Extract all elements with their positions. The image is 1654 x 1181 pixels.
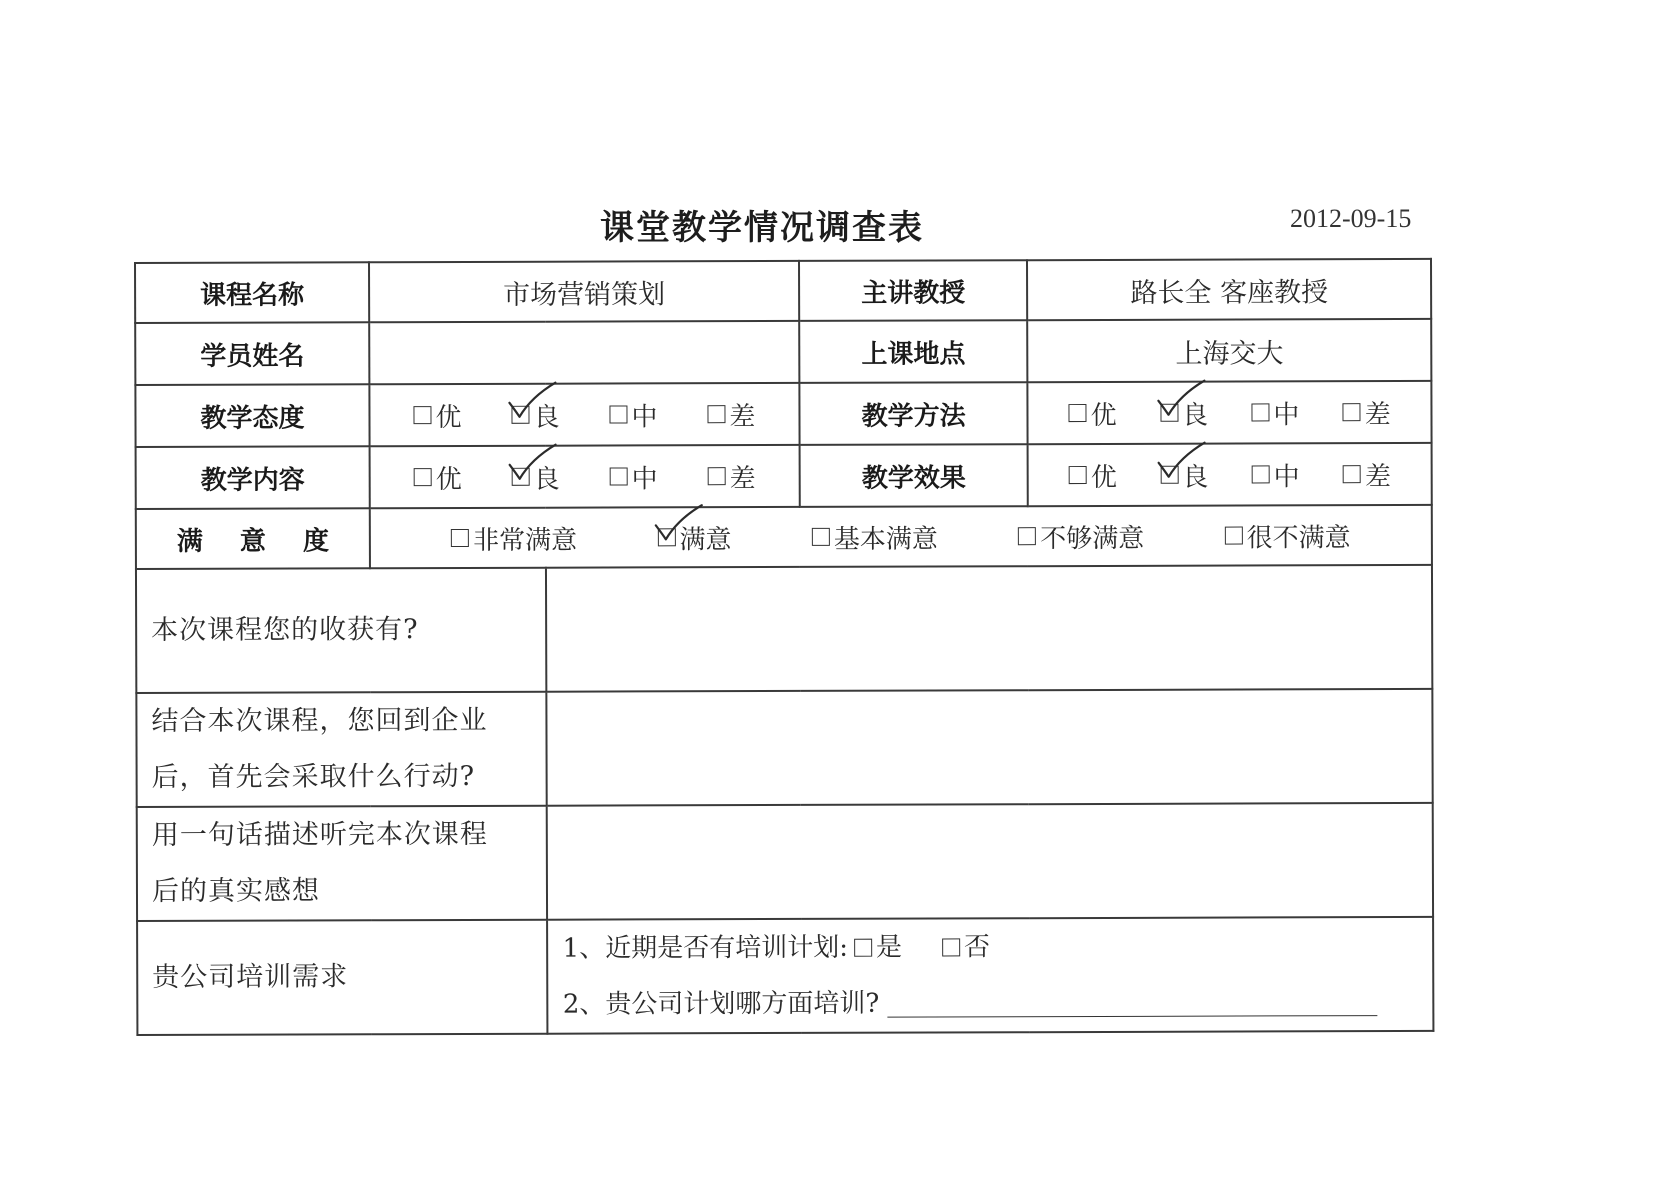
location-value[interactable]: 上海交大 [1028,319,1432,382]
satisfaction-option[interactable] [1018,517,1144,554]
course-name-label: 课程名称 [135,262,369,323]
training-plan-no[interactable] [942,919,990,975]
location-label: 上课地点 [799,320,1028,383]
option-label: 良 [1181,400,1209,431]
checkbox[interactable] [1343,403,1361,421]
rating-option[interactable] [1251,394,1299,431]
option-label: 优 [1090,400,1117,431]
rating-option[interactable] [1069,456,1117,493]
checkbox[interactable] [610,467,628,485]
row-question-feeling [137,803,1433,921]
question-feeling-line1: 用一句话描述听完本次课程 [151,818,488,851]
teaching-content-label: 教学内容 [136,446,370,509]
student-name-label: 学员姓名 [135,322,369,385]
option-label: 中 [631,401,658,432]
checkbox[interactable] [1251,403,1269,421]
row-satisfaction [136,505,1432,569]
training-plan-question: 1、近期是否有培训计划: [562,932,848,964]
option-label: 优 [1090,462,1117,493]
rating-option[interactable] [610,458,658,495]
option-label: 差 [729,463,756,494]
teaching-attitude-options [369,383,799,446]
checkbox[interactable] [512,468,530,486]
form-title: 课堂教学情况调查表 [600,208,924,248]
option-label: 不够满意 [1040,523,1145,554]
satisfaction-label: 满 意 度 [136,508,370,569]
option-label: 非常满意 [473,525,578,556]
teaching-content-options [370,445,800,508]
row-course [135,259,1431,323]
teaching-attitude-label: 教学态度 [135,384,369,447]
row-student [135,319,1431,385]
checkbox[interactable] [708,467,726,485]
satisfaction-option[interactable] [812,518,938,555]
answer-feeling-field[interactable] [547,803,1433,920]
option-label: 差 [1364,461,1392,492]
teaching-method-label: 教学方法 [799,382,1028,445]
option-label: 是 [875,932,903,963]
checkbox[interactable] [451,529,469,547]
rating-option[interactable] [609,396,657,433]
teaching-effect-options [1028,443,1432,506]
rating-option[interactable] [511,396,559,433]
training-area-line [549,974,1433,1033]
checkbox[interactable] [1160,466,1178,484]
option-label: 满意 [679,524,732,555]
checkbox[interactable] [1160,404,1178,422]
rating-option[interactable] [1252,456,1300,493]
option-label: 良 [533,402,560,433]
checkbox[interactable] [812,528,830,546]
question-action-line2: 后，首先会采取什么行动? [151,760,476,793]
option-label: 中 [1273,399,1300,430]
checkbox[interactable] [1343,465,1361,483]
option-label: 否 [963,932,991,963]
question-feeling-line2: 后的真实感想 [151,875,321,907]
checkbox[interactable] [707,405,725,423]
checkbox[interactable] [1225,527,1243,545]
rating-option[interactable] [1160,394,1208,431]
row-question-action [136,689,1432,807]
student-name-field[interactable] [369,321,799,384]
row-question-gains [136,565,1432,693]
option-label: 基本满意 [833,523,938,555]
checkbox[interactable] [609,405,627,423]
checkbox[interactable] [1069,404,1087,422]
option-label: 良 [533,464,560,495]
option-label: 差 [729,401,756,432]
rating-option[interactable] [413,396,461,433]
question-feeling [137,806,548,921]
rating-option[interactable] [708,458,756,495]
satisfaction-option[interactable] [1225,517,1351,554]
checkbox[interactable] [854,939,872,957]
checkbox[interactable] [413,406,431,424]
teaching-method-options [1028,381,1432,444]
checkbox[interactable] [414,468,432,486]
option-label: 中 [1273,461,1300,492]
lecturer-label: 主讲教授 [799,260,1028,321]
option-label: 优 [435,464,462,495]
question-gains: 本次课程您的收获有? [136,568,547,693]
checkbox[interactable] [1252,465,1270,483]
rating-option[interactable] [1343,456,1391,493]
training-area-question: 2、贵公司计划哪方面培训? [562,988,880,1020]
rating-option[interactable] [1160,456,1208,493]
course-name-value[interactable]: 市场营销策划 [369,261,799,322]
option-label: 优 [435,402,462,433]
question-action-line1: 结合本次课程，您回到企业 [151,704,488,737]
rating-option[interactable] [414,458,462,495]
checkbox[interactable] [1069,466,1087,484]
row-training-needs [137,917,1433,1035]
lecturer-value[interactable]: 路长全 客座教授 [1027,259,1431,320]
answer-gains-field[interactable] [546,565,1432,692]
satisfaction-options [370,505,1432,568]
training-needs-label: 贵公司培训需求 [137,920,548,1035]
checkbox[interactable] [1018,527,1036,545]
training-plan-line [549,918,1433,977]
survey-table [134,258,1434,1036]
teaching-effect-label: 教学效果 [799,444,1028,507]
training-needs-cell [548,917,1434,1034]
option-label: 良 [1182,462,1209,493]
rating-option[interactable] [1069,394,1117,431]
option-label: 差 [1364,399,1391,430]
checkbox[interactable] [657,528,675,546]
option-label: 中 [631,463,658,494]
checkbox[interactable] [942,938,960,956]
satisfaction-option[interactable] [657,519,731,556]
row-attitude-method [135,381,1431,447]
row-content-effect [136,443,1432,509]
training-area-input[interactable] [887,989,1377,1018]
rating-option[interactable] [512,458,560,495]
training-plan-yes[interactable] [854,920,902,976]
option-label: 很不满意 [1246,522,1351,554]
answer-action-field[interactable] [547,689,1433,806]
checkbox[interactable] [511,406,529,424]
form-date: 2012-09-15 [1290,204,1412,233]
satisfaction-option[interactable] [451,519,577,556]
rating-option[interactable] [1343,394,1391,431]
question-action [136,692,547,807]
rating-option[interactable] [707,396,755,433]
